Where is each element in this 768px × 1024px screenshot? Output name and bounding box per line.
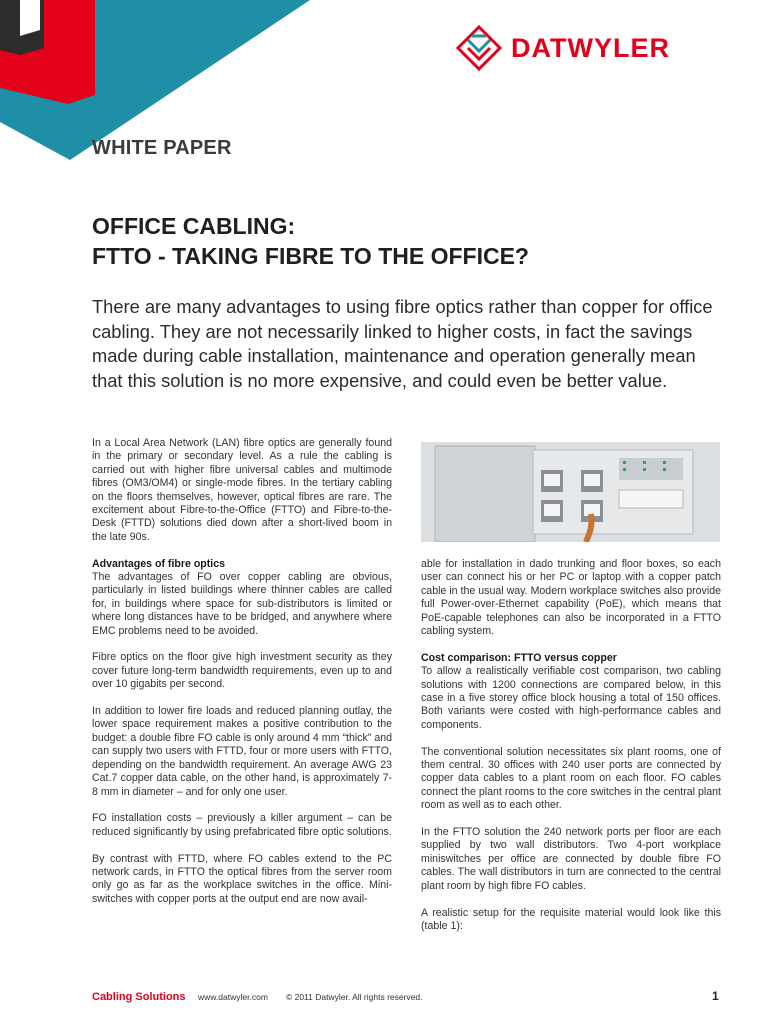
left-column bbox=[92, 437, 392, 920]
intro-paragraph: There are many advantages to using fibre optics rather than copper for office cabling. They are not necessarily linked to higher costs, in fact the savings made during cable installation, maintenance and operation generally mean that this solution is no more expensive, and could even be better value. bbox=[92, 296, 713, 391]
paragraph: Fibre optics on the floor give high investment security as they cover future long-term bandwidth requirements, even up to and over 10 gigabits per second. bbox=[92, 651, 392, 691]
brand-name: DATWYLER bbox=[511, 32, 670, 63]
workplace-switch-photo bbox=[421, 442, 720, 542]
footer-url[interactable]: www.datwyler.com bbox=[198, 992, 268, 1002]
right-column bbox=[421, 558, 721, 947]
paragraph: A realistic setup for the requisite material would look like this (table 1): bbox=[421, 906, 721, 932]
page-title bbox=[92, 211, 529, 271]
paragraph: By contrast with FTTD, where FO cables extend to the PC network cards, in FTTO the optical fibres from the server room only go as far as the workplace switches in the office. Mini-switches with copper ports at the output end are now avail- bbox=[92, 852, 392, 905]
paragraph: In addition to lower fire loads and reduced planning outlay, the lower space requirement makes a positive contribution to the budget: a double fibre FO cable is only around 4 mm “thick” and can supply two users with FTTD, four or more users with FTTO, depending on the bandwidth requirement. An average AWG 23 Cat.7 copper data cable, on the other hand, is approximately 7-8 mm in diameter – and for only one user. bbox=[92, 705, 392, 798]
footer-copyright: © 2011 Datwyler. All rights reserved. bbox=[286, 992, 423, 1002]
paragraph: To allow a realistically verifiable cost comparison, two cabling solutions with 1200 connections are compared below, in this case in a five storey office block housing a total of 150 offices. Both variants were costed with high-performance cables and components. bbox=[421, 665, 721, 731]
datwyler-logo-icon bbox=[455, 24, 503, 72]
corner-decoration bbox=[0, 0, 310, 160]
paragraph: The advantages of FO over copper cabling are obvious, particularly in listed buildings where thinner cables are called for, in buildings where space for sub-distributors is limited or where long distances have to be bridged, and anywhere where EMC problems need to be avoided. bbox=[92, 571, 392, 637]
paragraph: The conventional solution necessitates six plant rooms, one of them central. 30 offices with 240 user ports are connected by copper data cables to a plant room on each floor. FO cables connect the plant rooms to the core switches in the central plant room as well as to each other. bbox=[421, 745, 721, 812]
section-heading-cost: Cost comparison: FTTO versus copper bbox=[421, 651, 617, 664]
paragraph: FO installation costs – previously a killer argument – can be reduced significantly by using prefabricated fibre optic solutions. bbox=[92, 812, 392, 838]
paragraph: In a Local Area Network (LAN) fibre optics are generally found in the primary or secondary level. As a rule the cabling is carried out with higher fibre universal cables and multimode fibres (OM3/OM4) or single-mode fibres. In the tertiary cabling on the floors themselves, however, optical fibres are rare. The excitement about Fibre-to-the-Office (FTTO) and Fibre-to-the-Desk (FTTD) solutions died down after a short-lived boom in the late 90s. bbox=[92, 437, 392, 543]
title-line-2: FTTO - TAKING FIBRE TO THE OFFICE? bbox=[92, 243, 529, 269]
page-number: 1 bbox=[712, 989, 719, 1003]
title-line-1: OFFICE CABLING: bbox=[92, 213, 296, 239]
paragraph: able for installation in dado trunking and floor boxes, so each user can connect his or her PC or laptop with a copper patch cable in the usual way. Modern workplace switches also provide full Power-over-Ethernet capability (PoE), which means that PoE-capable telephones can also be incorporated in a FTTO cabling system. bbox=[421, 558, 721, 638]
section-heading-advantages: Advantages of fibre optics bbox=[92, 557, 226, 570]
footer-brand: Cabling Solutions bbox=[92, 991, 186, 1003]
datwyler-logo bbox=[455, 24, 670, 72]
paragraph: In the FTTO solution the 240 network ports per floor are each supplied by two wall distributors. Two 4-port workplace miniswitches per office are connected by double fibre FO cables. The wall distributors in turn are connected to the central plant room by high fibre FO cables. bbox=[421, 826, 721, 892]
document-type: WHITE PAPER bbox=[92, 137, 232, 159]
